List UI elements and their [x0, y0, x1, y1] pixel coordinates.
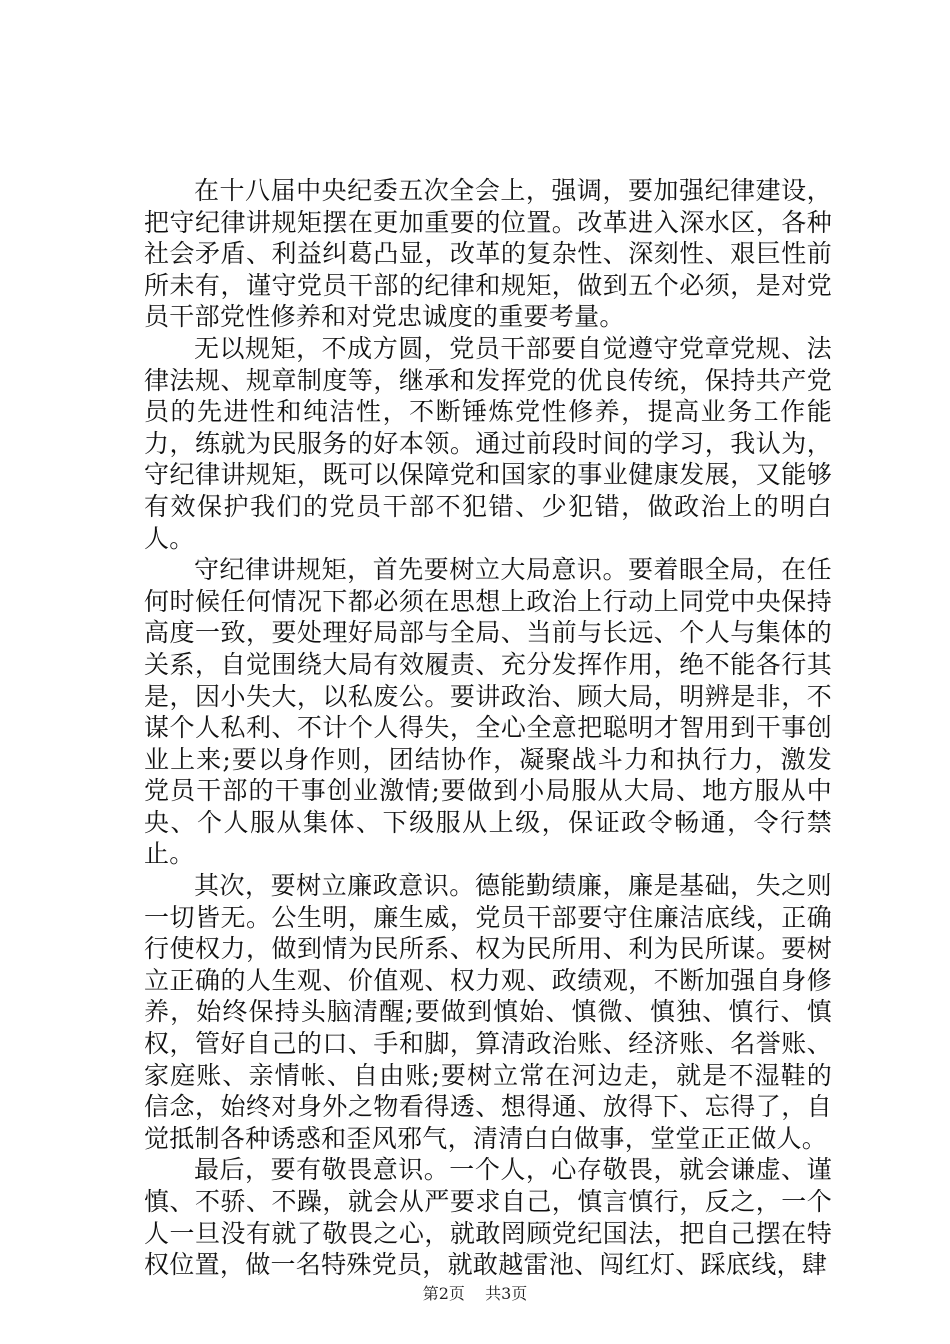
paragraph-1: 在十八届中央纪委五次全会上，强调，要加强纪律建设，把守纪律讲规矩摆在更加重要的位置。改革进入深水区，各种社会矛盾、利益纠葛凸显，改革的复杂性、深刻性、艰巨性前所未有，谨守党员干部的纪律和规矩，做到五个必须，是对党员干部党性修养和对党忠诚度的重要考量。: [144, 176, 832, 332]
page-footer: [0, 1281, 950, 1304]
paragraph-3: 守纪律讲规矩，首先要树立大局意识。要着眼全局，在任何时候任何情况下都必须在思想上政治上行动上同党中央保持高度一致，要处理好局部与全局、当前与长远、个人与集体的关系，自觉围绕大局有效履责、充分发挥作用，绝不能各行其是，因小失大，以私废公。要讲政治、顾大局，明辨是非，不谋个人私利、不计个人得失，全心全意把聪明才智用到干事创业上来;要以身作则，团结协作，凝聚战斗力和执行力，激发党员干部的干事创业激情;要做到小局服从大局、地方服从中央、个人服从集体、下级服从上级，保证政令畅通，令行禁止。: [144, 555, 832, 869]
page-total: 共3页: [485, 1284, 528, 1303]
document-body: [144, 175, 832, 1281]
paragraph-2: 无以规矩，不成方圆，党员干部要自觉遵守党章党规、法律法规、规章制度等，继承和发挥党的优良传统，保持共产党员的先进性和纯洁性，不断锤炼党性修养，提高业务工作能力，练就为民服务的好本领。通过前段时间的学习，我认为，守纪律讲规矩，既可以保障党和国家的事业健康发展，又能够有效保护我们的党员干部不犯错、少犯错，做政治上的明白人。: [144, 333, 832, 553]
paragraph-5: 最后，要有敬畏意识。一个人，心存敬畏，就会谦虚、谨慎、不骄、不躁，就会从严要求自己，慎言慎行，反之，一个人一旦没有就了敬畏之心，就敢罔顾党纪国法，把自己摆在特权位置，做一名特殊党员，就敢越雷池、闯红灯、踩底线，肆: [144, 1155, 832, 1280]
paragraph-4: 其次，要树立廉政意识。德能勤绩廉，廉是基础，失之则一切皆无。公生明，廉生威，党员干部要守住廉洁底线，正确行使权力，做到情为民所系、权为民所用、利为民所谋。要树立正确的人生观、价值观、权力观、政绩观，不断加强自身修养，始终保持头脑清醒;要做到慎始、慎微、慎独、慎行、慎权，管好自己的口、手和脚，算清政治账、经济账、名誉账、家庭账、亲情帐、自由账;要树立常在河边走，就是不湿鞋的信念，始终对身外之物看得透、想得通、放得下、忘得了，自觉抵制各种诱惑和歪风邪气，清清白白做事，堂堂正正做人。: [144, 871, 832, 1153]
page-number: 第2页: [422, 1284, 465, 1303]
